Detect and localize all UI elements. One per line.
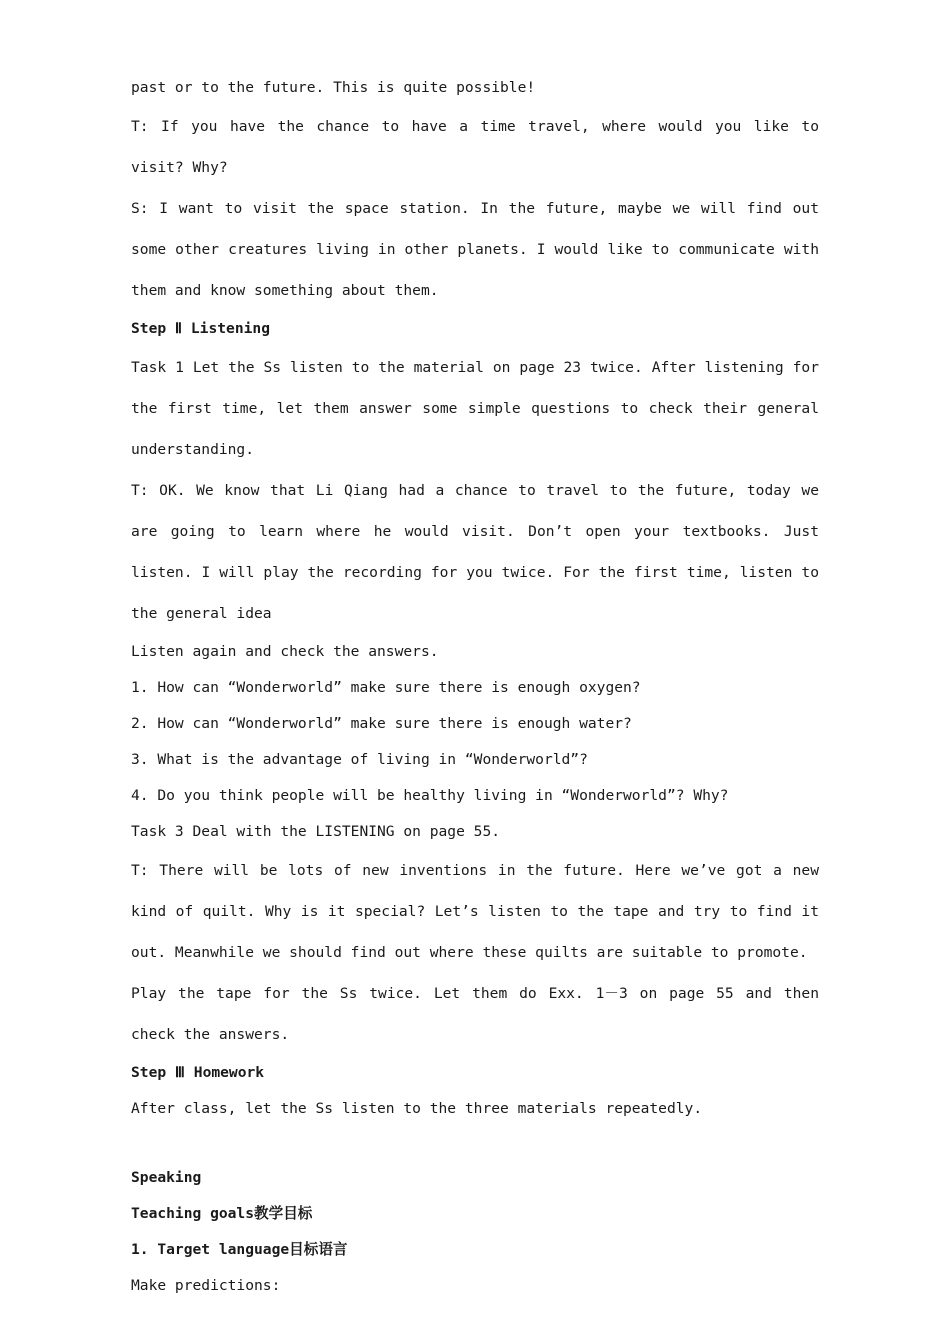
paragraph-teacher-intro: T: OK. We know that Li Qiang had a chance to travel to the future, today we are going to learn where he would visit. Don’t open your textbooks. Just listen. I will play the recording for you twice. For the first time, listen to the general idea — [131, 482, 819, 622]
paragraph-teacher-question: T: If you have the chance to have a time travel, where would you like to visit? Why? — [131, 118, 819, 176]
section-gap — [131, 1127, 819, 1160]
paragraph-student-answer: S: I want to visit the space station. In the future, maybe we will find out some other creatures living in other planets. I would like to communicate with them and know something about them. — [131, 200, 819, 299]
paragraph-play-tape: Play the tape for the Ss twice. Let them do Exx. 1－3 on page 55 and then check the answers. — [131, 985, 819, 1043]
question-1: 1. How can “Wonderworld” make sure there is enough oxygen? — [131, 679, 641, 696]
paragraph-listen-again: Listen again and check the answers. — [131, 643, 439, 660]
paragraph-make-predictions: Make predictions: — [131, 1277, 281, 1294]
heading-speaking: Speaking — [131, 1169, 202, 1186]
question-3: 3. What is the advantage of living in “Wonderworld”? — [131, 751, 588, 768]
paragraph-homework: After class, let the Ss listen to the three materials repeatedly. — [131, 1100, 703, 1117]
heading-step-listening: Step Ⅱ Listening — [131, 320, 270, 337]
question-4: 4. Do you think people will be healthy living in “Wonderworld”? Why? — [131, 787, 729, 804]
paragraph-task1: Task 1 Let the Ss listen to the material on page 23 twice. After listening for the first time, let them answer some simple questions to check their general understanding. — [131, 359, 819, 458]
paragraph-quilt: T: There will be lots of new inventions in the future. Here we’ve got a new kind of quilt. Why is it special? Let’s listen to the tape and try to find it out. Meanwhile we should find out where these quilts are suitable to promote. — [131, 862, 819, 961]
question-2: 2. How can “Wonderworld” make sure there is enough water? — [131, 715, 632, 732]
heading-target-language: 1. Target language目标语言 — [131, 1241, 348, 1258]
paragraph-task3: Task 3 Deal with the LISTENING on page 55. — [131, 823, 501, 840]
heading-step-homework: Step Ⅲ Homework — [131, 1064, 265, 1081]
document-page — [131, 70, 819, 1304]
paragraph-intro-end: past or to the future. This is quite possible! — [131, 79, 536, 96]
heading-teaching-goals: Teaching goals教学目标 — [131, 1205, 313, 1222]
